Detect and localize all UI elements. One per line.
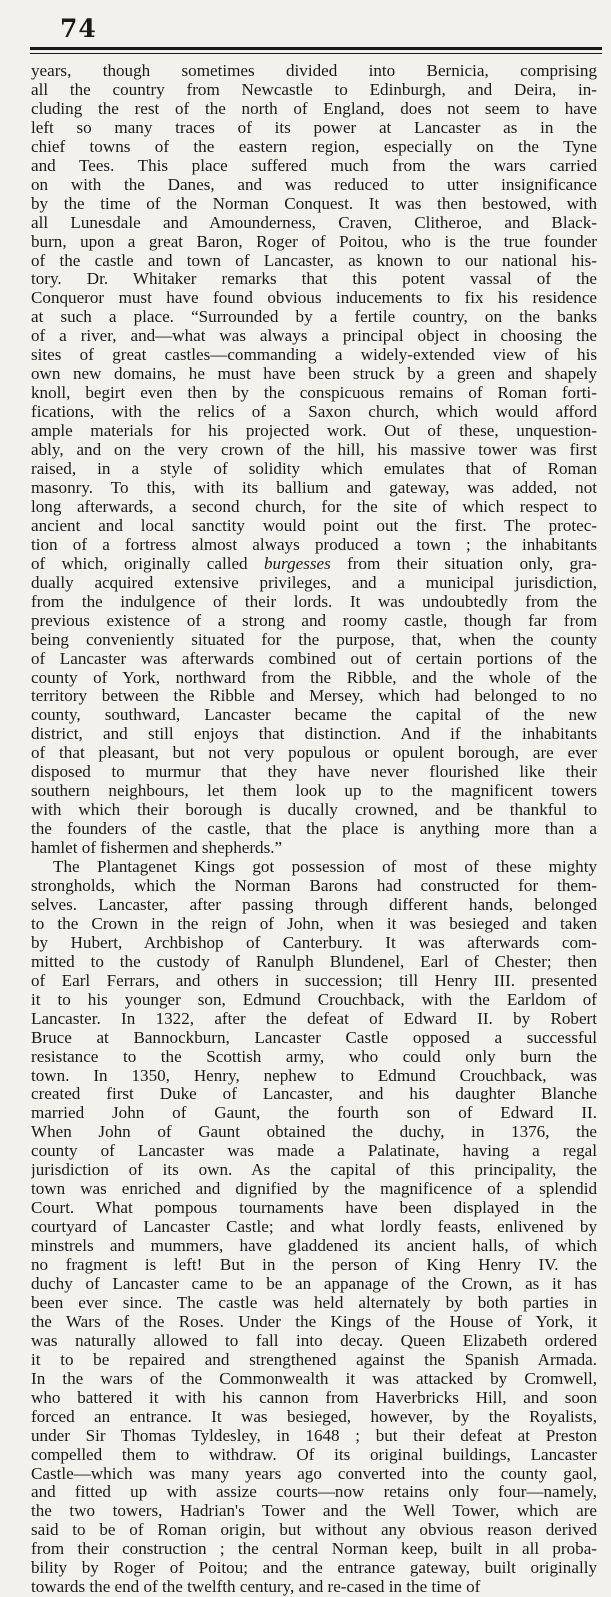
text-line: compelled them to withdraw. Of its original buildings, Lancaster — [31, 1445, 597, 1464]
text-line: tory. Dr. Whitaker remarks that this potent vassal of the — [31, 270, 597, 289]
text-line: left so many traces of its power at Lancaster as in the — [31, 118, 597, 137]
text-line: years, though sometimes divided into Bernicia, comprising — [31, 62, 597, 80]
text-line: When John of Gaunt obtained the duchy, in 1376, the — [31, 1123, 597, 1142]
text-line: of Lancaster was afterwards combined out of certain portions of the — [31, 649, 597, 668]
text-line: being conveniently situated for the purpose, that, when the county — [31, 630, 597, 649]
text-line: Bruce at Bannockburn, Lancaster Castle opposed a successful — [31, 1028, 597, 1047]
text-line: chief towns of the eastern region, especially on the Tyne — [31, 137, 597, 156]
text-line: knoll, begirt even then by the conspicuous remains of Roman forti- — [31, 384, 597, 403]
text-line: county of Lancaster was made a Palatinate, having a regal — [31, 1142, 597, 1161]
text-line: of which, originally called burgesses from their situation only, gra- — [31, 554, 597, 573]
text-line: all the country from Newcastle to Edinburgh, and Deira, in- — [31, 80, 597, 99]
text-line: Court. What pompous tournaments have been displayed in the — [31, 1199, 597, 1218]
page-number: 74 — [60, 14, 97, 43]
text-line: to the Crown in the reign of John, when it was besieged and taken — [31, 914, 597, 933]
text-line: by the time of the Norman Conquest. It was then bestowed, with — [31, 194, 597, 213]
text-line: under Sir Thomas Tyldesley, in 1648 ; but their defeat at Preston — [31, 1426, 597, 1445]
text-line: own new domains, he must have been struck by a green and shapely — [31, 365, 597, 384]
text-line: of a river, and—what was always a principal object in choosing the — [31, 327, 597, 346]
text-line: from their construction ; the central Norman keep, built in all proba- — [31, 1540, 597, 1559]
text-line: masonry. To this, with its ballium and gateway, was added, not — [31, 478, 597, 497]
text-line: was naturally allowed to fall into decay. Queen Elizabeth ordered — [31, 1331, 597, 1350]
text-line: by Hubert, Archbishop of Canterbury. It was afterwards com- — [31, 933, 597, 952]
text-line: hamlet of fishermen and shepherds.” — [31, 839, 283, 858]
text-line: long afterwards, a second church, for the site of which respect to — [31, 497, 597, 516]
text-line: resistance to the Scottish army, who could only burn the — [31, 1047, 597, 1066]
text-line: town was enriched and dignified by the magnificence of a splendid — [31, 1180, 597, 1199]
text-line: tion of a fortress almost always produced a town ; the inhabitants — [31, 535, 597, 554]
text-line: minstrels and mummers, have gladdened its ancient halls, of which — [31, 1237, 597, 1256]
text-line: disposed to murmur that they have never flourished like their — [31, 763, 597, 782]
text-line: of the castle and town of Lancaster, as known to our national his- — [31, 251, 597, 270]
text-line: on with the Danes, and was reduced to utter insignificance — [31, 175, 597, 194]
text-line: been ever since. The castle was held alternately by both parties in — [31, 1293, 597, 1312]
header-rule-thick — [30, 47, 602, 50]
text-line: Lancaster. In 1322, after the defeat of Edward II. by Robert — [31, 1009, 597, 1028]
text-line: jurisdiction of its own. As the capital of this principality, the — [31, 1161, 597, 1180]
text-line: ample materials for his projected work. Out of these, unquestion- — [31, 422, 597, 441]
text-line: county of York, northward from the Ribble, and the whole of the — [31, 668, 597, 687]
text-line: bility by Roger of Poitou; and the entrance gateway, built originally — [31, 1559, 597, 1578]
text-line: cluding the rest of the north of England, does not seem to have — [31, 99, 597, 118]
text-line: selves. Lancaster, after passing through different hands, belonged — [31, 895, 597, 914]
text-line: created first Duke of Lancaster, and his daughter Blanche — [31, 1085, 597, 1104]
text-line: the two towers, Hadrian's Tower and the Well Tower, which are — [31, 1502, 597, 1521]
header-rule-thin — [30, 53, 602, 54]
text-line: county, southward, Lancaster became the capital of the new — [31, 706, 597, 725]
text-line: said to be of Roman origin, but without any obvious reason derived — [31, 1521, 597, 1540]
text-line: married John of Gaunt, the fourth son of Edward II. — [31, 1104, 597, 1123]
text-line: forced an entrance. It was besieged, however, by the Royalists, — [31, 1407, 597, 1426]
text-line: dually acquired extensive privileges, and a municipal jurisdiction, — [31, 573, 597, 592]
text-line: In the wars of the Commonwealth it was attacked by Cromwell, — [31, 1369, 597, 1388]
text-line: district, and still enjoys that distinction. And if the inhabitants — [31, 725, 597, 744]
body-text — [31, 62, 597, 1597]
text-line: and fitted up with assize courts—now retains only four—namely, — [31, 1483, 597, 1502]
text-line: towards the end of the twelfth century, and re-cased in the time of — [31, 1578, 481, 1597]
text-line: burn, upon a great Baron, Roger of Poitou, who is the true founder — [31, 232, 597, 251]
text-line: ancient and local sanctity would point out the first. The protec- — [31, 516, 597, 535]
text-line: The Plantagenet Kings got possession of most of these mighty — [53, 858, 597, 877]
text-line: and Tees. This place suffered much from the wars carried — [31, 156, 597, 175]
text-line: southern neighbours, let them look up to the magnificent towers — [31, 782, 597, 801]
text-line: at such a place. “Surrounded by a fertile country, on the banks — [31, 308, 597, 327]
text-line: raised, in a style of solidity which emulates that of Roman — [31, 460, 597, 479]
text-line: from the indulgence of their lords. It was undoubtedly from the — [31, 592, 597, 611]
text-line: territory between the Ribble and Mersey, which had belonged to no — [31, 687, 597, 706]
text-line: town. In 1350, Henry, nephew to Edmund Crouchback, was — [31, 1066, 597, 1085]
text-line: it to be repaired and strengthened against the Spanish Armada. — [31, 1350, 597, 1369]
text-line: mitted to the custody of Ranulph Blundenel, Earl of Chester; then — [31, 952, 597, 971]
text-line: with which their borough is ducally crowned, and be thankful to — [31, 801, 597, 820]
text-line: of that pleasant, but not very populous or opulent borough, are ever — [31, 744, 597, 763]
text-line: Conqueror must have found obvious inducements to fix his residence — [31, 289, 597, 308]
text-line: all Lunesdale and Amounderness, Craven, Clitheroe, and Black- — [31, 213, 597, 232]
text-line: the founders of the castle, that the place is anything more than a — [31, 820, 597, 839]
text-line: of Earl Ferrars, and others in succession; till Henry III. presented — [31, 971, 597, 990]
text-line: it to his younger son, Edmund Crouchback, with the Earldom of — [31, 990, 597, 1009]
text-line: fications, with the relics of a Saxon church, which would afford — [31, 403, 597, 422]
text-line: the Wars of the Roses. Under the Kings of the House of York, it — [31, 1312, 597, 1331]
text-line: sites of great castles—commanding a widely-extended view of his — [31, 346, 597, 365]
text-line: ably, and on the very crown of the hill, his massive tower was first — [31, 441, 597, 460]
text-line: strongholds, which the Norman Barons had constructed for them- — [31, 876, 597, 895]
text-line: previous existence of a strong and roomy castle, though far from — [31, 611, 597, 630]
text-line: duchy of Lancaster came to be an appanage of the Crown, as it has — [31, 1275, 597, 1293]
text-line: no fragment is left! But in the person of King Henry IV. the — [31, 1256, 597, 1275]
text-line: who battered it with his cannon from Haverbricks Hill, and soon — [31, 1388, 597, 1407]
text-line: Castle—which was many years ago converted into the county gaol, — [31, 1464, 597, 1483]
text-line: courtyard of Lancaster Castle; and what lordly feasts, enlivened by — [31, 1218, 597, 1237]
